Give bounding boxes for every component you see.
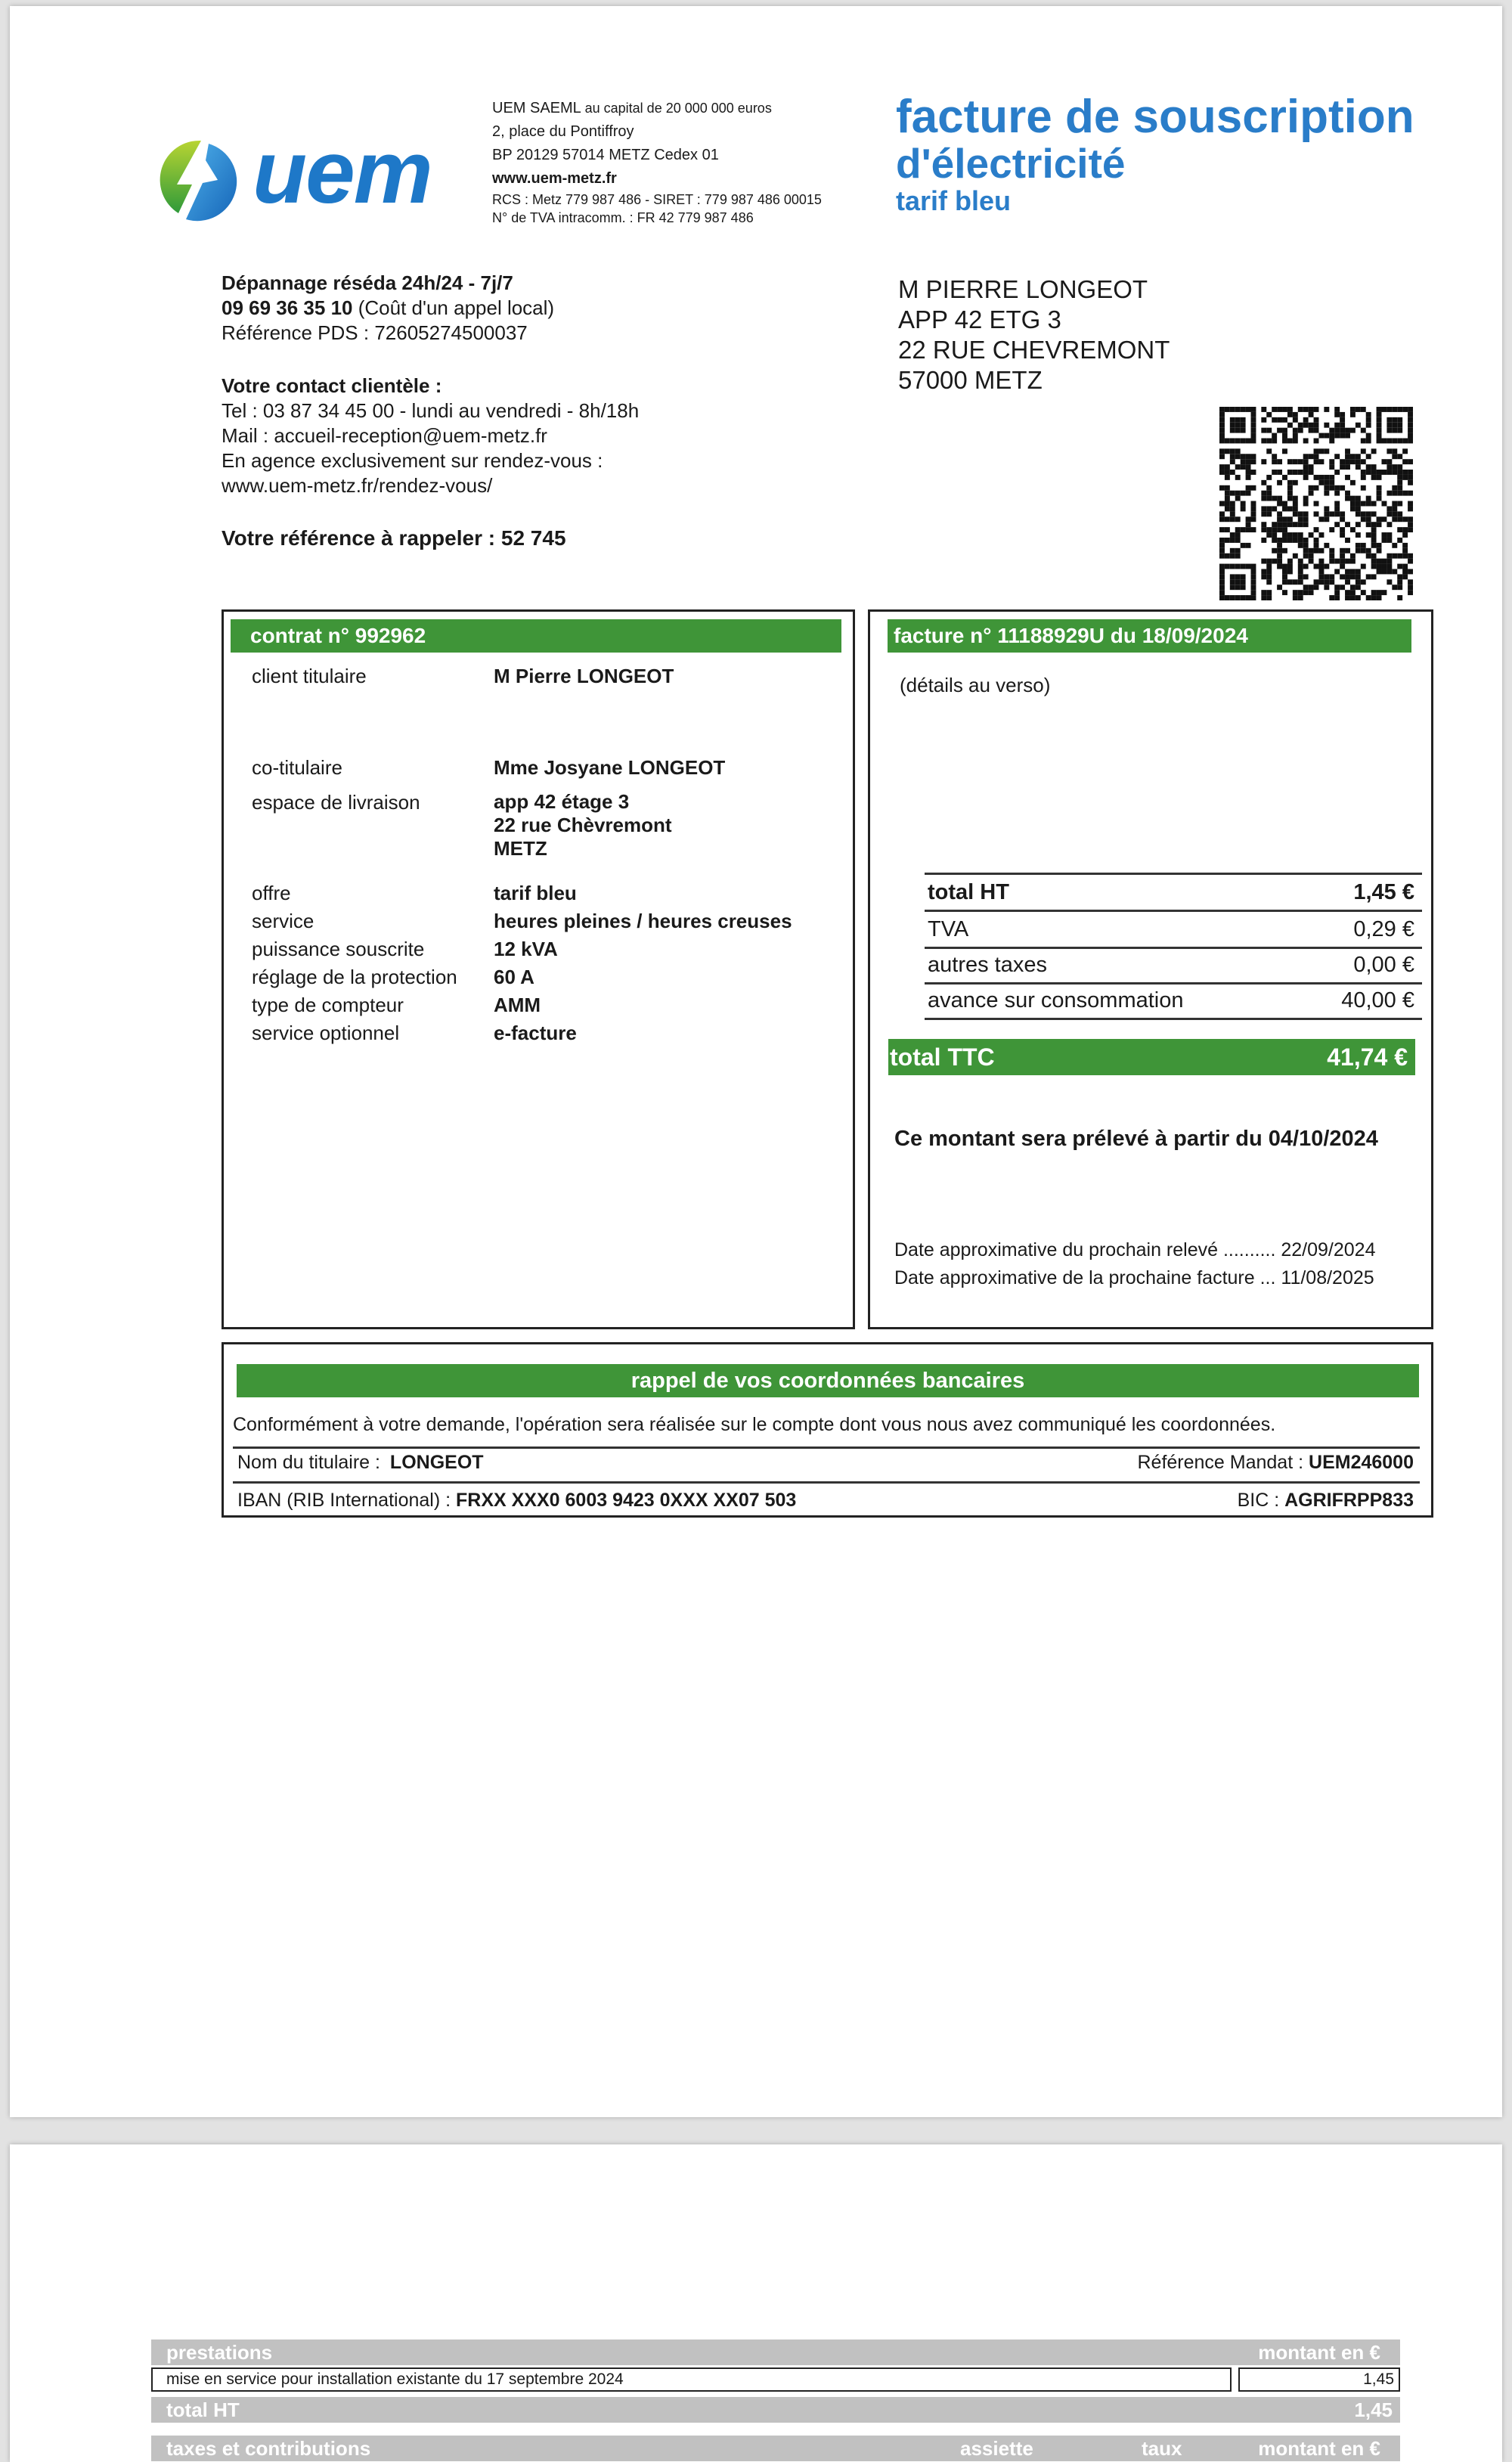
bank-notice: Conformément à votre demande, l'opération sera réalisée sur le compte dont vous nous avez communiqué les coordonnées. xyxy=(233,1414,1276,1435)
row-label: offre xyxy=(252,882,291,904)
contact-rdv-link[interactable]: www.uem-metz.fr/rendez-vous/ xyxy=(222,474,493,497)
title-subtitle: tarif bleu xyxy=(896,185,1012,216)
bank-rule-1 xyxy=(233,1447,1420,1449)
mandate-value: UEM246000 xyxy=(1309,1452,1414,1473)
recipient-address xyxy=(898,274,1170,395)
taxes-header-amount: montant en € xyxy=(1258,2437,1380,2460)
contract-box xyxy=(222,609,855,1329)
details-total-ht xyxy=(151,2397,1400,2423)
prestation-row xyxy=(151,2367,1400,2392)
taxes-header-rate: taux xyxy=(1142,2437,1182,2460)
mandate-label: Référence Mandat : xyxy=(1137,1452,1304,1473)
next-invoice-date: Date approximative de la prochaine facture ... 11/08/2025 xyxy=(894,1267,1374,1288)
holder-value: LONGEOT xyxy=(389,1452,484,1473)
total-label: total HT xyxy=(928,880,1009,904)
prestations-header-amount: montant en € xyxy=(1258,2341,1380,2364)
row-value: 60 A xyxy=(494,966,534,988)
prestation-amount: 1,45 xyxy=(1363,2371,1394,2388)
bank-details-box xyxy=(222,1342,1433,1518)
row-label: co-titulaire xyxy=(252,756,342,779)
row-value: AMM xyxy=(494,994,541,1016)
total-value: 40,00 € xyxy=(1341,988,1414,1012)
total-value: 0,00 € xyxy=(1353,953,1414,977)
taxes-header-base: assiette xyxy=(960,2437,1033,2460)
contact-agence: En agence exclusivement sur rendez-vous : xyxy=(222,449,603,472)
company-name: UEM SAEML xyxy=(492,100,581,116)
row-value: tarif bleu xyxy=(494,882,577,904)
recipient-line-2: APP 42 ETG 3 xyxy=(898,305,1061,333)
recipient-line-4: 57000 METZ xyxy=(898,366,1043,394)
qr-code xyxy=(1219,407,1413,600)
bank-rule-2 xyxy=(233,1481,1420,1484)
company-website[interactable]: www.uem-metz.fr xyxy=(492,170,617,187)
delivery-line-1: app 42 étage 3 xyxy=(494,790,630,813)
contract-header xyxy=(231,619,841,653)
total-value: 1,45 € xyxy=(1353,880,1414,904)
invoice-header xyxy=(888,619,1411,653)
contact-mail[interactable]: Mail : accueil-reception@uem-metz.fr xyxy=(222,424,547,447)
row-label: puissance souscrite xyxy=(252,938,425,960)
uem-logo xyxy=(156,122,443,225)
company-address-2: BP 20129 57014 METZ Cedex 01 xyxy=(492,147,719,163)
company-tva: N° de TVA intracomm. : FR 42 779 987 486 xyxy=(492,210,754,225)
document-title xyxy=(896,91,1414,216)
taxes-header xyxy=(151,2436,1400,2461)
details-total-value: 1,45 xyxy=(1354,2398,1393,2421)
title-line-2: d'électricité xyxy=(896,140,1126,187)
row-value: e-facture xyxy=(494,1022,577,1044)
total-row xyxy=(925,912,1422,949)
company-rcs: RCS : Metz 779 987 486 - SIRET : 779 987 486 00015 xyxy=(492,192,822,207)
logo-text: uem xyxy=(253,122,432,222)
depannage-title: Dépannage réséda 24h/24 - 7j/7 xyxy=(222,271,513,294)
depannage-cost: (Coût d'un appel local) xyxy=(358,296,555,319)
bank-header xyxy=(237,1364,1419,1397)
row-value: M Pierre LONGEOT xyxy=(494,665,674,687)
total-ttc-bar xyxy=(888,1039,1415,1075)
row-label: espace de livraison xyxy=(252,791,420,814)
invoice-page-2 xyxy=(10,2144,1502,2462)
bic-value: AGRIFRPP833 xyxy=(1284,1490,1414,1511)
iban-row xyxy=(237,1490,1414,1512)
prestations-header-label: prestations xyxy=(166,2341,273,2364)
delivery-line-3: METZ xyxy=(494,837,547,860)
recipient-line-1: M PIERRE LONGEOT xyxy=(898,275,1148,303)
invoice-page-1 xyxy=(10,6,1502,2117)
next-reading-date: Date approximative du prochain relevé .......... 22/09/2024 xyxy=(894,1239,1376,1260)
total-value: 0,29 € xyxy=(1353,917,1414,941)
taxes-header-label: taxes et contributions xyxy=(166,2437,371,2460)
prestation-label: mise en service pour installation existante du 17 septembre 2024 xyxy=(166,2371,624,2388)
contact-info xyxy=(222,271,639,550)
row-value: heures pleines / heures creuses xyxy=(494,910,792,932)
depannage-phone[interactable]: 09 69 36 35 10 xyxy=(222,296,353,319)
holder-label: Nom du titulaire : xyxy=(237,1452,380,1473)
total-row xyxy=(925,947,1422,984)
bic-label: BIC : xyxy=(1237,1490,1280,1511)
contract-number: contrat n° 992962 xyxy=(250,624,426,647)
row-label: type de compteur xyxy=(252,994,404,1016)
prestations-header xyxy=(151,2340,1400,2365)
total-row xyxy=(925,875,1422,912)
prestation-amount-cell xyxy=(1238,2367,1400,2392)
invoice-number: facture n° 11188929U du 18/09/2024 xyxy=(894,624,1248,647)
pds-reference: Référence PDS : 72605274500037 xyxy=(222,321,528,344)
company-address-1: 2, place du Pontiffroy xyxy=(492,123,634,140)
details-total-label: total HT xyxy=(166,2398,240,2421)
total-ttc-value: 41,74 € xyxy=(1327,1043,1408,1071)
total-row xyxy=(925,983,1422,1020)
total-label: autres taxes xyxy=(928,953,1047,977)
total-label: avance sur consommation xyxy=(928,988,1184,1012)
row-label: service optionnel xyxy=(252,1022,400,1044)
delivery-line-2: 22 rue Chèvremont xyxy=(494,814,672,836)
title-line-1: facture de souscription xyxy=(896,91,1414,143)
holder-row xyxy=(237,1452,1414,1474)
contact-tel: Tel : 03 87 34 45 00 - lundi au vendredi - 8h/18h xyxy=(222,399,640,422)
iban-label: IBAN (RIB International) : xyxy=(237,1490,451,1511)
row-label: service xyxy=(252,910,314,932)
contact-title: Votre contact clientèle : xyxy=(222,374,442,397)
debit-notice: Ce montant sera prélevé à partir du 04/10/2024 xyxy=(894,1127,1378,1151)
details-note: (détails au verso) xyxy=(900,674,1051,696)
total-label: TVA xyxy=(928,917,969,941)
row-label: client titulaire xyxy=(252,665,367,687)
lightning-globe-icon xyxy=(156,138,240,222)
row-value xyxy=(494,790,672,860)
total-ttc-label: total TTC xyxy=(890,1043,995,1071)
row-value: Mme Josyane LONGEOT xyxy=(494,756,726,779)
prestation-label-cell xyxy=(151,2367,1232,2392)
company-capital: au capital de 20 000 000 euros xyxy=(584,101,772,116)
bank-header-title: rappel de vos coordonnées bancaires xyxy=(631,1369,1025,1393)
iban-value: FRXX XXX0 6003 9423 0XXX XX07 503 xyxy=(456,1490,797,1511)
row-label: réglage de la protection xyxy=(252,966,457,988)
reference-value: 52 745 xyxy=(500,526,566,550)
recipient-line-3: 22 RUE CHEVREMONT xyxy=(898,336,1170,364)
reference-label: Votre référence à rappeler : xyxy=(222,526,496,550)
row-value: 12 kVA xyxy=(494,938,558,960)
company-info xyxy=(492,97,822,227)
